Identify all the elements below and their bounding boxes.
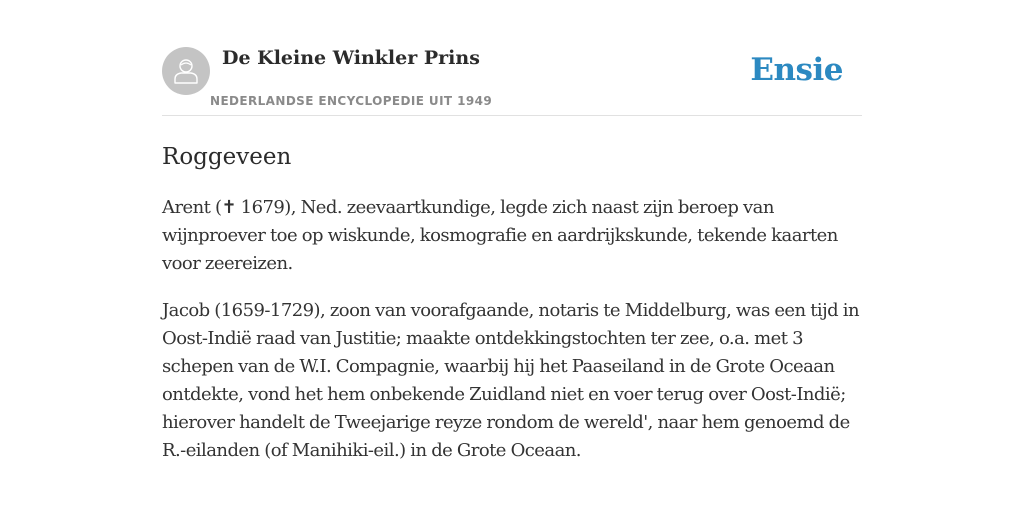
source-title[interactable]: De Kleine Winkler Prins (222, 47, 480, 69)
source-subtitle: NEDERLANDSE ENCYCLOPEDIE UIT 1949 (210, 94, 493, 108)
source-header (162, 44, 862, 116)
ensie-logo-link[interactable]: Ensie (750, 52, 843, 88)
user-icon (172, 56, 200, 86)
entry-title: Roggeveen (162, 144, 292, 170)
paragraph-jacob: Jacob (1659-1729), zoon van voorafgaande, notaris te Middelburg, was een tijd in Oost-Indië raad van Justitie; maakte ontdekkingstochten ter zee, o.a. met 3 schepen van de W.I. Compagnie, waarbij hij het Paaseiland in de Grote Oceaan ontdekte, vond het hem onbekende Zuidland niet en voer terug over Oost-Indië; hierover handelt de Tweejarige reyze rondom de wereld', naar hem genoemd de R.-eilanden (of Manihiki-eil.) in de Grote Oceaan. (162, 300, 860, 461)
entry-card (162, 44, 862, 484)
entry-body (162, 194, 862, 465)
avatar[interactable] (162, 47, 210, 95)
paragraph-arent: Arent (✝ 1679), Ned. zeevaartkundige, legde zich naast zijn beroep van wijnproever toe op wiskunde, kosmografie en aardrijkskunde, tekende kaarten voor zeereizen. (162, 197, 838, 274)
